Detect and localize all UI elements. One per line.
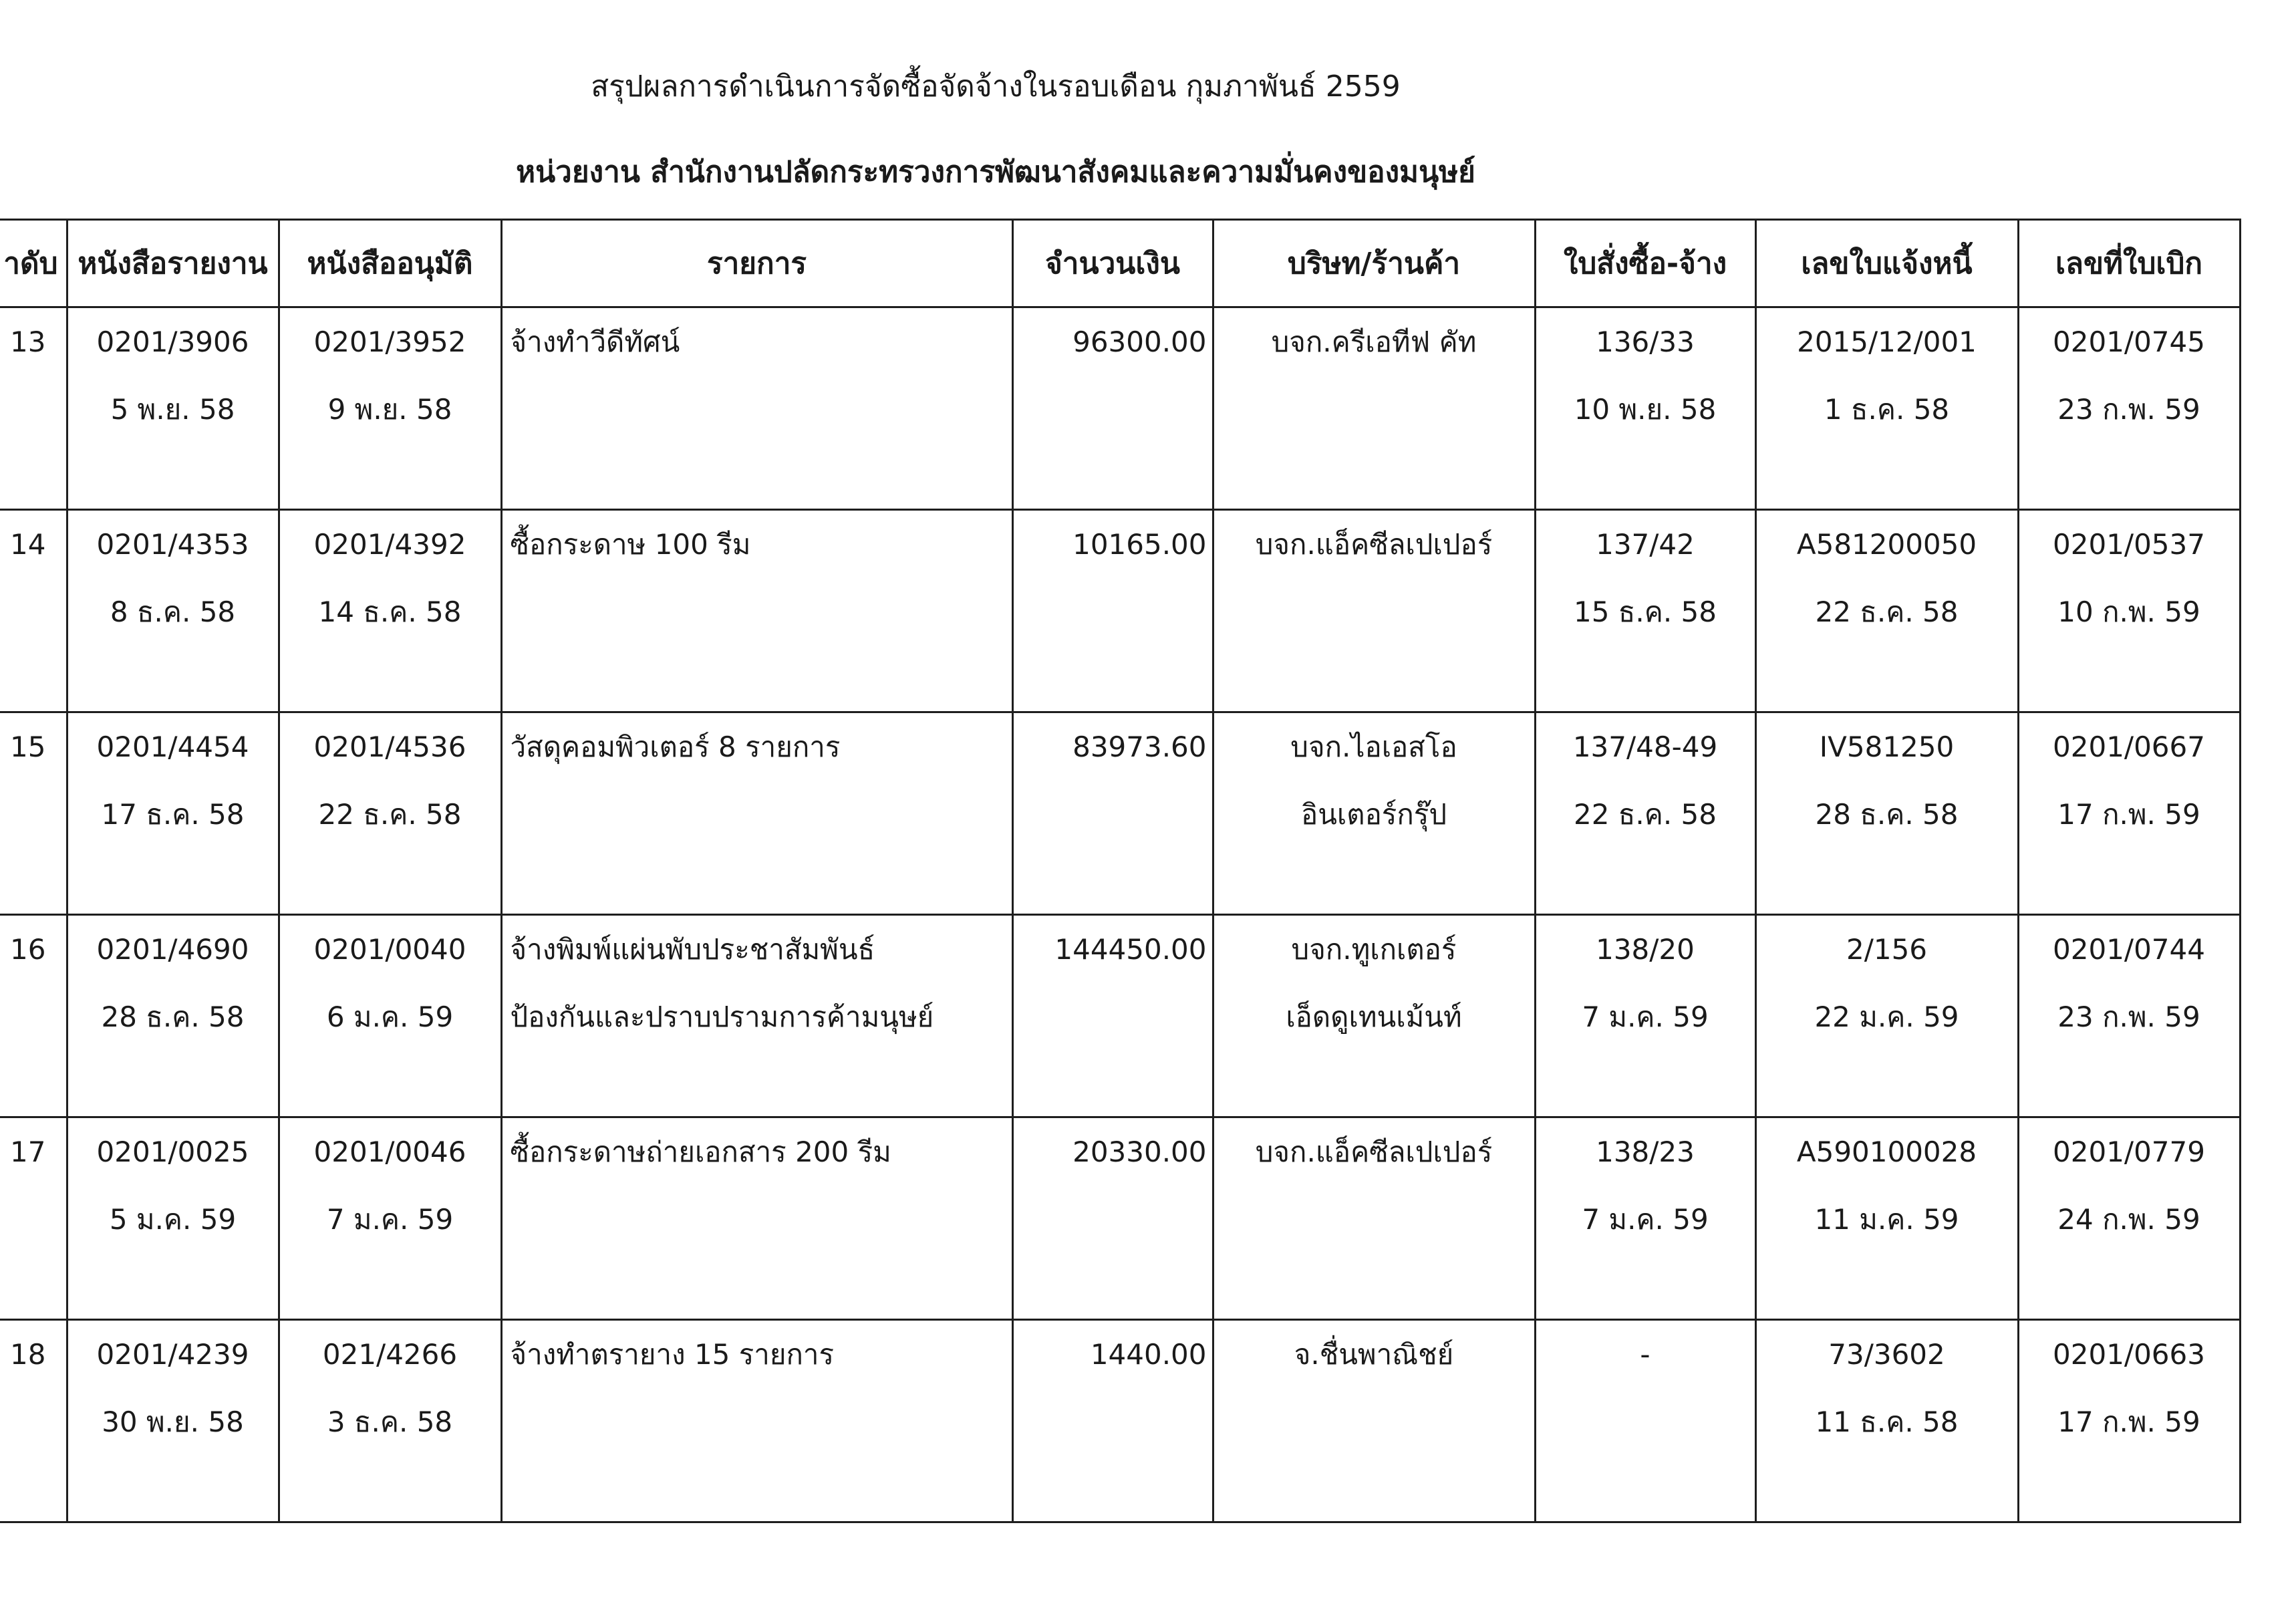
header-report-letter: หนังสือรายงาน: [67, 220, 279, 307]
cell-disbursement: [2018, 1320, 2240, 1522]
po-date: 15 ธ.ค. 58: [1573, 595, 1717, 628]
approval-no: 021/4266: [322, 1338, 458, 1371]
po-date: 22 ธ.ค. 58: [1573, 798, 1717, 831]
procurement-table: [0, 219, 2241, 1523]
cell-approval-letter: [279, 510, 501, 712]
report-date: 28 ธ.ค. 58: [101, 1000, 245, 1033]
report-date: 5 ม.ค. 59: [109, 1203, 237, 1236]
item-line-2: [511, 1388, 1012, 1456]
cell-amount: [1012, 510, 1213, 712]
item-line-2: ป้องกันและปราบปรามการค้ามนุษย์: [510, 1000, 934, 1033]
table-row: [0, 510, 2240, 712]
cell-seq: [0, 510, 67, 712]
item-line-2: [511, 1186, 1012, 1253]
vendor-line-1: บจก.ครีเอทีฟ คัท: [1271, 325, 1477, 358]
table-row: [0, 307, 2240, 510]
amount-value: 1440.00: [1090, 1338, 1207, 1371]
approval-date: 14 ธ.ค. 58: [318, 595, 462, 628]
table-row: [0, 915, 2240, 1117]
invoice-no: A590100028: [1796, 1135, 1977, 1168]
cell-report-letter: [67, 1320, 279, 1522]
vendor-line-1: บจก.แอ็คซีลเปเปอร์: [1255, 528, 1493, 561]
report-date: 17 ธ.ค. 58: [101, 798, 245, 831]
cell-amount: [1012, 307, 1213, 510]
cell-report-letter: [67, 712, 279, 915]
po-no: -: [1640, 1338, 1651, 1371]
cell-disbursement: [2018, 915, 2240, 1117]
disbursement-date: 17 ก.พ. 59: [2057, 798, 2200, 831]
cell-disbursement: [2018, 1117, 2240, 1320]
disbursement-date: 10 ก.พ. 59: [2057, 595, 2200, 628]
cell-item: [501, 712, 1012, 915]
disbursement-no: 0201/0667: [2053, 730, 2205, 763]
cell-vendor: [1213, 307, 1535, 510]
vendor-line-2: [1214, 578, 1534, 646]
cell-amount: [1012, 1320, 1213, 1522]
po-no: 137/48-49: [1572, 730, 1718, 763]
vendor-line-2: อินเตอร์กรุ๊ป: [1301, 798, 1447, 831]
header-vendor: บริษท/ร้านค้า: [1213, 220, 1535, 307]
amount-value: 96300.00: [1072, 325, 1207, 358]
item-line-2: [511, 781, 1012, 848]
cell-item: [501, 1320, 1012, 1522]
cell-item: [501, 510, 1012, 712]
cell-invoice: [1755, 510, 2018, 712]
report-date: 30 พ.ย. 58: [102, 1405, 244, 1438]
po-no: 137/42: [1596, 528, 1695, 561]
page-title: สรุปผลการดำเนินการจัดซื้อจัดจ้างในรอบเดือน กุมภาพันธ์ 2559: [591, 70, 1401, 104]
amount-value: 20330.00: [1072, 1135, 1207, 1168]
cell-amount: [1012, 1117, 1213, 1320]
seq-value: 15: [10, 730, 46, 763]
item-line-1: จ้างพิมพ์แผ่นพับประชาสัมพันธ์: [510, 933, 875, 966]
cell-invoice: [1755, 915, 2018, 1117]
invoice-no: IV581250: [1819, 730, 1955, 763]
cell-amount: [1012, 712, 1213, 915]
report-date: 5 พ.ย. 58: [110, 393, 235, 426]
report-no: 0201/3906: [96, 325, 249, 358]
invoice-date: 11 ม.ค. 59: [1814, 1203, 1959, 1236]
disbursement-date: 17 ก.พ. 59: [2057, 1405, 2200, 1438]
report-no: 0201/0025: [96, 1135, 249, 1168]
seq-value: 14: [10, 528, 46, 561]
header-amount: จำนวนเงิน: [1012, 220, 1213, 307]
po-no: 136/33: [1596, 325, 1695, 358]
amount-value: 144450.00: [1054, 933, 1207, 966]
cell-invoice: [1755, 1320, 2018, 1522]
report-date: 8 ธ.ค. 58: [110, 595, 236, 628]
cell-amount: [1012, 915, 1213, 1117]
seq-value: 13: [10, 325, 46, 358]
cell-purchase-order: [1535, 915, 1755, 1117]
cell-approval-letter: [279, 1320, 501, 1522]
report-no: 0201/4239: [96, 1338, 249, 1371]
approval-no: 0201/0046: [313, 1135, 466, 1168]
disbursement-no: 0201/0779: [2053, 1135, 2205, 1168]
cell-seq: [0, 712, 67, 915]
report-no: 0201/4690: [96, 933, 249, 966]
approval-date: 9 พ.ย. 58: [327, 393, 452, 426]
vendor-line-2: [1214, 1388, 1534, 1456]
table-row: [0, 1320, 2240, 1522]
seq-value: 16: [10, 933, 46, 966]
cell-purchase-order: [1535, 1320, 1755, 1522]
header-disbursement-no: เลขที่ใบเบิก: [2018, 220, 2240, 307]
cell-purchase-order: [1535, 1117, 1755, 1320]
cell-invoice: [1755, 1117, 2018, 1320]
item-line-1: ซื้อกระดาษ 100 รีม: [510, 528, 751, 561]
cell-item: [501, 915, 1012, 1117]
vendor-line-2: เอ็ดดูเทนเม้นท์: [1286, 1000, 1462, 1033]
vendor-line-1: บจก.ทูเกเตอร์: [1291, 933, 1457, 966]
cell-disbursement: [2018, 307, 2240, 510]
table-row: [0, 1117, 2240, 1320]
vendor-line-2: [1214, 1186, 1534, 1253]
po-date: 7 ม.ค. 59: [1582, 1000, 1709, 1033]
header-approval-letter: หนังสืออนุมัติ: [279, 220, 501, 307]
cell-seq: [0, 1320, 67, 1522]
approval-date: 22 ธ.ค. 58: [318, 798, 462, 831]
approval-date: 3 ธ.ค. 58: [327, 1405, 453, 1438]
header-purchase-order: ใบสั่งซื้อ-จ้าง: [1535, 220, 1755, 307]
invoice-no: 73/3602: [1828, 1338, 1945, 1371]
cell-seq: [0, 307, 67, 510]
cell-approval-letter: [279, 915, 501, 1117]
vendor-line-1: จ.ชื่นพาณิชย์: [1294, 1338, 1454, 1371]
cell-disbursement: [2018, 510, 2240, 712]
cell-vendor: [1213, 712, 1535, 915]
cell-item: [501, 1117, 1012, 1320]
invoice-date: 1 ธ.ค. 58: [1824, 393, 1950, 426]
disbursement-no: 0201/0744: [2053, 933, 2205, 966]
cell-seq: [0, 1117, 67, 1320]
approval-no: 0201/4392: [313, 528, 466, 561]
header-item: รายการ: [501, 220, 1012, 307]
header-seq: าดับ: [0, 220, 67, 307]
vendor-line-1: บจก.ไอเอสโอ: [1290, 730, 1457, 763]
cell-report-letter: [67, 307, 279, 510]
cell-approval-letter: [279, 307, 501, 510]
vendor-line-1: บจก.แอ็คซีลเปเปอร์: [1255, 1135, 1493, 1168]
approval-no: 0201/4536: [313, 730, 466, 763]
vendor-line-2: [1214, 376, 1534, 443]
cell-approval-letter: [279, 712, 501, 915]
invoice-date: 22 ธ.ค. 58: [1815, 595, 1959, 628]
approval-date: 7 ม.ค. 59: [326, 1203, 454, 1236]
approval-no: 0201/0040: [313, 933, 466, 966]
cell-seq: [0, 915, 67, 1117]
item-line-1: จ้างทำตรายาง 15 รายการ: [510, 1338, 835, 1371]
invoice-date: 28 ธ.ค. 58: [1815, 798, 1959, 831]
cell-purchase-order: [1535, 307, 1755, 510]
cell-report-letter: [67, 915, 279, 1117]
cell-invoice: [1755, 712, 2018, 915]
disbursement-no: 0201/0745: [2053, 325, 2205, 358]
invoice-date: 22 ม.ค. 59: [1814, 1000, 1959, 1033]
invoice-date: 11 ธ.ค. 58: [1815, 1405, 1959, 1438]
table-body: [0, 307, 2240, 1522]
po-no: 138/23: [1596, 1135, 1695, 1168]
disbursement-date: 23 ก.พ. 59: [2057, 393, 2200, 426]
seq-value: 17: [10, 1135, 46, 1168]
agency-title: หน่วยงาน สำนักงานปลัดกระทรวงการพัฒนาสังคมและความมั่นคงของมนุษย์: [516, 155, 1475, 189]
cell-purchase-order: [1535, 712, 1755, 915]
seq-value: 18: [10, 1338, 46, 1371]
report-no: 0201/4454: [96, 730, 249, 763]
approval-no: 0201/3952: [313, 325, 466, 358]
disbursement-no: 0201/0663: [2053, 1338, 2205, 1371]
cell-approval-letter: [279, 1117, 501, 1320]
amount-value: 83973.60: [1072, 730, 1207, 763]
cell-report-letter: [67, 510, 279, 712]
cell-vendor: [1213, 915, 1535, 1117]
approval-date: 6 ม.ค. 59: [326, 1000, 454, 1033]
invoice-no: 2/156: [1846, 933, 1928, 966]
disbursement-date: 24 ก.พ. 59: [2057, 1203, 2200, 1236]
cell-vendor: [1213, 1117, 1535, 1320]
po-no: 138/20: [1596, 933, 1695, 966]
invoice-no: 2015/12/001: [1797, 325, 1977, 358]
po-date: 7 ม.ค. 59: [1582, 1203, 1709, 1236]
header-row: [0, 220, 2240, 307]
table-row: [0, 712, 2240, 915]
cell-disbursement: [2018, 712, 2240, 915]
cell-report-letter: [67, 1117, 279, 1320]
disbursement-date: 23 ก.พ. 59: [2057, 1000, 2200, 1033]
amount-value: 10165.00: [1072, 528, 1207, 561]
cell-invoice: [1755, 307, 2018, 510]
item-line-2: [511, 578, 1012, 646]
table-header: [0, 220, 2240, 307]
invoice-no: A581200050: [1796, 528, 1977, 561]
cell-vendor: [1213, 1320, 1535, 1522]
item-line-1: จ้างทำวีดีทัศน์: [510, 325, 680, 358]
item-line-1: วัสดุคอมพิวเตอร์ 8 รายการ: [510, 730, 841, 763]
po-date: 10 พ.ย. 58: [1574, 393, 1717, 426]
po-date: [1536, 1388, 1755, 1456]
report-no: 0201/4353: [96, 528, 249, 561]
item-line-2: [511, 376, 1012, 443]
header-invoice-no: เลขใบแจ้งหนี้: [1755, 220, 2018, 307]
cell-purchase-order: [1535, 510, 1755, 712]
cell-vendor: [1213, 510, 1535, 712]
item-line-1: ซื้อกระดาษถ่ายเอกสาร 200 รีม: [510, 1135, 891, 1168]
cell-item: [501, 307, 1012, 510]
disbursement-no: 0201/0537: [2053, 528, 2205, 561]
